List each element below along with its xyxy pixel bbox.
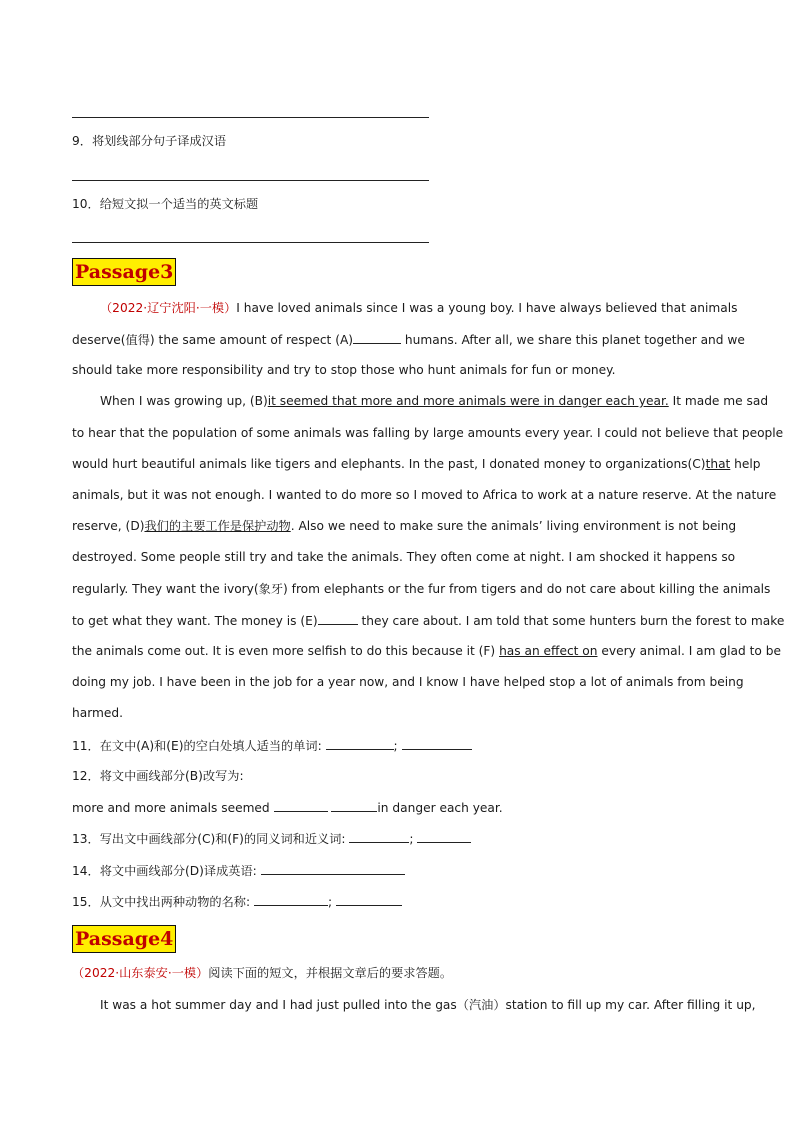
question-15: 15．从文中找出两种动物的名称: ; — [72, 893, 402, 910]
passage4-instruction: 阅读下面的短文，并根据文章后的要求答题。 — [208, 966, 453, 980]
underlined-f: has an effect on — [499, 644, 598, 658]
passage3-line: should take more responsibility and try to stop those who hunt animals for fun or money. — [72, 363, 616, 377]
answer-blank[interactable] — [417, 830, 471, 843]
question-12: 12．将文中画线部分(B)改写为: — [72, 769, 244, 783]
passage3-line: reserve, (D)我们的主要工作是保护动物. Also we need to make sure the animals’ living environment is not being — [72, 519, 737, 533]
passage4-intro — [72, 965, 452, 981]
answer-blank[interactable] — [326, 737, 394, 750]
question-14: 14．将文中画线部分(D)译成英语: — [72, 862, 405, 879]
passage3-line: When I was growing up, (B)it seemed that more and more animals were in danger each year. It made me sad — [100, 394, 769, 408]
blank-e[interactable] — [318, 612, 358, 625]
passage3-line: destroyed. Some people still try and take the animals. They often come at night. I am shocked it happens so — [72, 550, 736, 564]
passage3-line: doing my job. I have been in the job for a year now, and I know I have helped stop a lot of animals from being — [72, 675, 744, 689]
answer-blank[interactable] — [254, 893, 328, 906]
passage3-line: the animals come out. It is even more selfish to do this because it (F) has an effect on every animal. I am glad to be — [72, 644, 781, 658]
passage3-source: （2022·辽宁沈阳·一模） — [100, 301, 237, 315]
underlined-b: it seemed that more and more animals were in danger each year. — [267, 394, 669, 408]
answer-blank[interactable] — [274, 799, 328, 812]
answer-blank[interactable] — [261, 862, 405, 875]
question-11: 11．在文中(A)和(E)的空白处填人适当的单词: ; — [72, 737, 472, 754]
answer-line — [72, 242, 429, 243]
answer-blank[interactable] — [336, 893, 402, 906]
answer-line — [72, 117, 429, 118]
blank-a[interactable] — [353, 331, 401, 344]
passage3-title: Passage3 — [72, 258, 176, 286]
answer-blank[interactable] — [349, 830, 409, 843]
passage3-line: regularly. They want the ivory(象牙) from elephants or the fur from tigers and do not care about killing the animals — [72, 582, 771, 596]
passage3-line: would hurt beautiful animals like tigers and elephants. In the past, I donated money to organizations(C)that help — [72, 457, 761, 471]
passage3-line: deserve(值得) the same amount of respect (A) humans. After all, we share this planet together and we — [72, 333, 745, 347]
question-9: 9．将划线部分句子译成汉语 — [72, 134, 227, 148]
answer-line — [72, 180, 429, 181]
passage3-line: harmed. — [72, 706, 123, 720]
passage4-title: Passage4 — [72, 925, 176, 953]
passage4-line: It was a hot summer day and I had just pulled into the gas（汽油）station to fill up my car. After filling it up, — [100, 998, 756, 1012]
answer-blank[interactable] — [402, 737, 472, 750]
question-12-rewrite: more and more animals seemed in danger each year. — [72, 801, 503, 815]
passage3-line: animals, but it was not enough. I wanted to do more so I moved to Africa to work at a nature reserve. At the nature — [72, 488, 777, 502]
question-13: 13．写出文中画线部分(C)和(F)的同义词和近义词: ; — [72, 830, 471, 847]
answer-blank[interactable] — [331, 799, 377, 812]
passage3-line: to hear that the population of some animals was falling by large amounts every year. I could not believe that people — [72, 426, 784, 440]
passage3-line: （2022·辽宁沈阳·一模）I have loved animals since I was a young boy. I have always believed that animals — [100, 301, 738, 315]
underlined-c: that — [705, 457, 731, 471]
underlined-d: 我们的主要工作是保护动物 — [144, 519, 291, 533]
passage3-line: to get what they want. The money is (E) they care about. I am told that some hunters burn the forest to make — [72, 614, 785, 628]
passage4-source: （2022·山东泰安·一模） — [72, 966, 209, 980]
question-10: 10．给短文拟一个适当的英文标题 — [72, 197, 259, 211]
